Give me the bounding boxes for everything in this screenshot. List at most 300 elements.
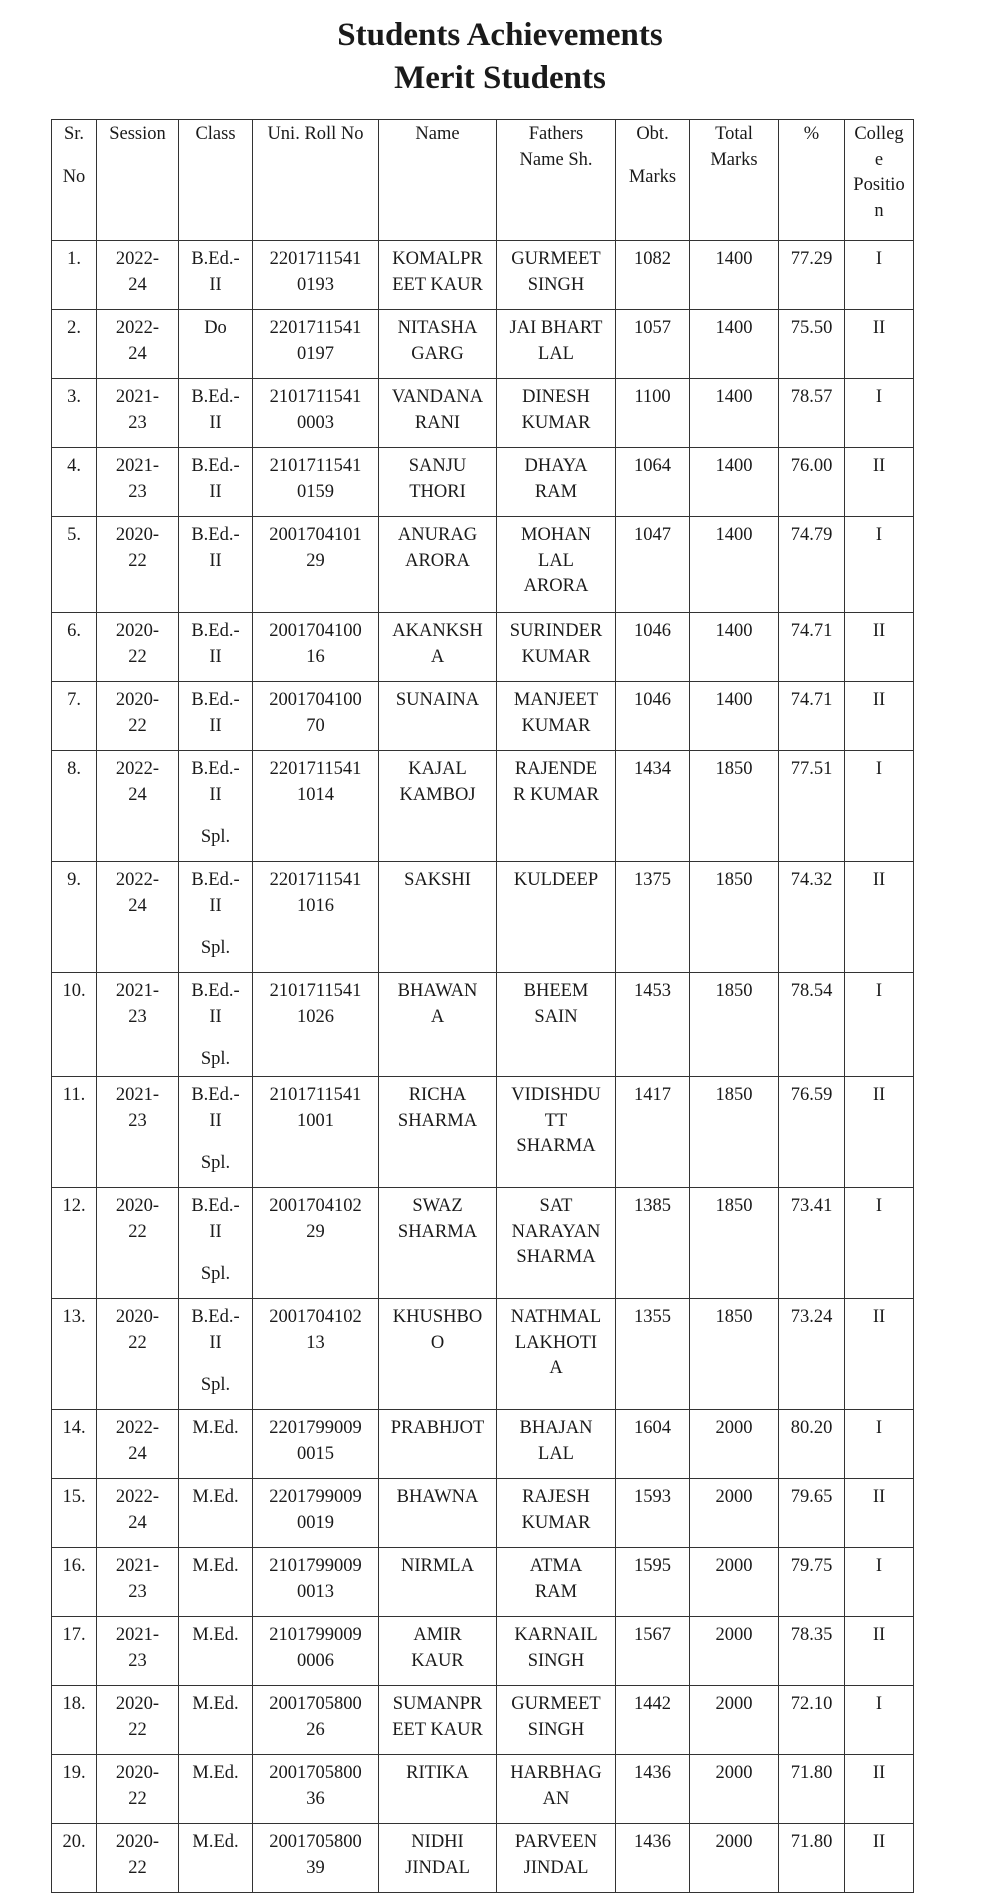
- name-line: KAMBOJ: [399, 784, 476, 805]
- class-line: II: [209, 895, 222, 916]
- father-line: NARAYAN: [511, 1221, 601, 1242]
- header-father-line2: Name Sh.: [519, 149, 593, 170]
- cell-session: [97, 1686, 179, 1755]
- cell-total: 2000: [690, 1479, 779, 1548]
- cell-total: 2000: [690, 1824, 779, 1893]
- father-line: LAL: [538, 343, 574, 364]
- roll-line: 2001704100: [269, 690, 362, 710]
- name-line: RANI: [414, 412, 461, 433]
- name-line: THORI: [409, 481, 466, 502]
- name-line: BHAWNA: [396, 1487, 479, 1507]
- cell-name: [379, 973, 497, 1077]
- father-line: SHARMA: [516, 1136, 596, 1156]
- roll-line: 2001705800: [269, 1832, 362, 1852]
- header-pos-line4: n: [874, 200, 884, 221]
- cell-father: [497, 241, 616, 310]
- session-line: 2021-: [115, 1625, 160, 1645]
- roll-line: 2101711541: [269, 1085, 362, 1105]
- table-row: [52, 1410, 914, 1479]
- cell-obt: 1436: [616, 1755, 690, 1824]
- roll-line: 2001705800: [269, 1694, 362, 1714]
- session-line: 23: [128, 481, 147, 502]
- roll-line: 2201799009: [269, 1487, 362, 1507]
- cell-name: [379, 448, 497, 517]
- name-line: NITASHA: [397, 318, 478, 338]
- cell-class: [179, 973, 253, 1077]
- cell-sr: 19.: [52, 1755, 97, 1824]
- cell-pos: II: [845, 1824, 914, 1893]
- cell-father: [497, 1410, 616, 1479]
- cell-session: [97, 862, 179, 973]
- father-line: LAL: [538, 1443, 574, 1464]
- class-line: B.Ed.-: [191, 759, 240, 779]
- roll-line: 0003: [297, 412, 334, 433]
- cell-sr: 3.: [52, 379, 97, 448]
- roll-line: 70: [306, 715, 325, 736]
- cell-sr: 12.: [52, 1188, 97, 1299]
- name-line: A: [430, 1006, 445, 1027]
- cell-pct: 80.20: [779, 1410, 845, 1479]
- father-line: AN: [542, 1788, 570, 1809]
- father-line: SINGH: [527, 1650, 585, 1671]
- cell-session: [97, 448, 179, 517]
- cell-class: [179, 751, 253, 862]
- cell-name: [379, 241, 497, 310]
- session-line: 24: [128, 1512, 147, 1533]
- roll-line: 2201799009: [269, 1418, 362, 1438]
- cell-roll: [253, 310, 379, 379]
- session-line: 2021-: [115, 981, 160, 1001]
- cell-sr: 5.: [52, 517, 97, 613]
- name-line: NIRMLA: [401, 1556, 474, 1576]
- cell-class: [179, 241, 253, 310]
- cell-session: [97, 1410, 179, 1479]
- cell-sr: 1.: [52, 241, 97, 310]
- class-line: II: [209, 481, 222, 502]
- cell-pos: I: [845, 241, 914, 310]
- cell-class: [179, 1686, 253, 1755]
- cell-father: [497, 1617, 616, 1686]
- class-line: B.Ed.-: [191, 1085, 240, 1105]
- father-line: KUMAR: [521, 715, 591, 736]
- table-row: [52, 613, 914, 682]
- cell-obt: 1417: [616, 1077, 690, 1188]
- cell-father: [497, 1188, 616, 1299]
- cell-roll: [253, 1617, 379, 1686]
- class-line: II: [209, 550, 222, 571]
- session-line: 23: [128, 1006, 147, 1027]
- cell-father: [497, 379, 616, 448]
- cell-session: [97, 1548, 179, 1617]
- father-line: SINGH: [527, 1719, 585, 1740]
- cell-sr: 13.: [52, 1299, 97, 1410]
- name-line: ARORA: [405, 550, 470, 571]
- cell-obt: 1100: [616, 379, 690, 448]
- father-line: A: [549, 1358, 563, 1378]
- cell-name: [379, 1617, 497, 1686]
- cell-total: 1400: [690, 448, 779, 517]
- header-obt-line2: Marks: [628, 166, 677, 187]
- table-row: [52, 751, 914, 862]
- session-line: 2021-: [115, 1085, 160, 1105]
- cell-pos: I: [845, 379, 914, 448]
- class-spl: Spl.: [200, 1375, 231, 1395]
- roll-line: 0006: [297, 1650, 334, 1671]
- header-pos: [845, 120, 914, 241]
- roll-line: 2201711541: [269, 318, 362, 338]
- cell-pct: 79.75: [779, 1548, 845, 1617]
- session-line: 2020-: [115, 690, 160, 710]
- cell-obt: 1046: [616, 682, 690, 751]
- cell-sr: 14.: [52, 1410, 97, 1479]
- cell-pos: II: [845, 1077, 914, 1188]
- session-line: 24: [128, 1443, 147, 1464]
- roll-line: 13: [306, 1332, 325, 1353]
- cell-total: 2000: [690, 1755, 779, 1824]
- cell-roll: [253, 241, 379, 310]
- name-line: NIDHI: [411, 1832, 464, 1852]
- cell-name: [379, 310, 497, 379]
- father-line: ARORA: [523, 576, 589, 596]
- cell-pct: 73.41: [779, 1188, 845, 1299]
- class-line: M.Ed.: [192, 1763, 239, 1783]
- cell-pct: 71.80: [779, 1755, 845, 1824]
- cell-total: 1400: [690, 517, 779, 613]
- roll-line: 0019: [297, 1512, 334, 1533]
- cell-obt: 1057: [616, 310, 690, 379]
- cell-obt: 1604: [616, 1410, 690, 1479]
- cell-obt: 1593: [616, 1479, 690, 1548]
- cell-roll: [253, 613, 379, 682]
- cell-session: [97, 379, 179, 448]
- session-line: 22: [128, 1719, 147, 1740]
- session-line: 2022-: [115, 249, 160, 269]
- cell-father: [497, 448, 616, 517]
- cell-roll: [253, 1410, 379, 1479]
- roll-line: 2201711541: [269, 870, 362, 890]
- page-title: Students Achievements: [337, 17, 663, 53]
- header-father-line1: Fathers: [528, 124, 584, 144]
- cell-session: [97, 1299, 179, 1410]
- table-row: [52, 379, 914, 448]
- roll-line: 2001704100: [269, 621, 362, 641]
- cell-pct: 79.65: [779, 1479, 845, 1548]
- header-roll: Uni. Roll No: [253, 120, 379, 241]
- table-row: [52, 1755, 914, 1824]
- roll-line: 36: [306, 1788, 325, 1809]
- name-line: RICHA: [408, 1085, 467, 1105]
- table-row: [52, 1548, 914, 1617]
- cell-session: [97, 1188, 179, 1299]
- session-line: 22: [128, 550, 147, 571]
- name-line: SAKSHI: [404, 870, 471, 890]
- header-row: [52, 120, 914, 241]
- cell-pos: II: [845, 682, 914, 751]
- cell-pct: 76.00: [779, 448, 845, 517]
- cell-sr: 7.: [52, 682, 97, 751]
- father-line: ATMA: [529, 1556, 583, 1576]
- roll-line: 0197: [297, 343, 334, 364]
- class-spl: Spl.: [200, 1153, 231, 1173]
- header-total-line2: Marks: [710, 149, 758, 170]
- cell-name: [379, 517, 497, 613]
- table-row: [52, 1686, 914, 1755]
- cell-sr: 17.: [52, 1617, 97, 1686]
- session-line: 2022-: [115, 1487, 160, 1507]
- cell-pct: 75.50: [779, 310, 845, 379]
- roll-line: 2001704101: [269, 525, 362, 545]
- father-line: KUMAR: [521, 646, 591, 667]
- cell-pct: 74.32: [779, 862, 845, 973]
- father-line: PARVEEN: [514, 1832, 598, 1852]
- name-line: AKANKSH: [392, 621, 483, 641]
- cell-pct: 78.35: [779, 1617, 845, 1686]
- session-line: 22: [128, 715, 147, 736]
- cell-total: 2000: [690, 1686, 779, 1755]
- cell-name: [379, 379, 497, 448]
- name-line: O: [430, 1332, 445, 1353]
- session-line: 2020-: [115, 525, 160, 545]
- roll-line: 0159: [297, 481, 334, 502]
- father-line: SINGH: [527, 274, 585, 295]
- cell-name: [379, 1548, 497, 1617]
- cell-roll: [253, 1755, 379, 1824]
- cell-name: [379, 613, 497, 682]
- name-line: SHARMA: [397, 1221, 478, 1242]
- table-row: [52, 1299, 914, 1410]
- cell-class: [179, 1479, 253, 1548]
- cell-pct: 74.71: [779, 682, 845, 751]
- cell-roll: [253, 862, 379, 973]
- name-line: EET KAUR: [392, 274, 483, 295]
- header-pos-line3: Positio: [853, 175, 905, 195]
- cell-sr: 10.: [52, 973, 97, 1077]
- session-line: 22: [128, 1857, 147, 1878]
- cell-name: [379, 682, 497, 751]
- class-line: II: [209, 715, 222, 736]
- cell-class: [179, 1077, 253, 1188]
- cell-sr: 6.: [52, 613, 97, 682]
- table-row: [52, 310, 914, 379]
- cell-father: [497, 1479, 616, 1548]
- roll-line: 1026: [297, 1006, 334, 1027]
- cell-total: 2000: [690, 1410, 779, 1479]
- cell-roll: [253, 379, 379, 448]
- cell-father: [497, 613, 616, 682]
- class-line: M.Ed.: [192, 1487, 239, 1507]
- header-class: Class: [179, 120, 253, 241]
- cell-pct: 74.71: [779, 613, 845, 682]
- session-line: 22: [128, 1788, 147, 1809]
- cell-roll: [253, 448, 379, 517]
- cell-pos: I: [845, 1410, 914, 1479]
- cell-father: [497, 751, 616, 862]
- cell-pos: I: [845, 1188, 914, 1299]
- father-line: SHARMA: [516, 1247, 596, 1267]
- cell-pos: I: [845, 751, 914, 862]
- table-row: [52, 1617, 914, 1686]
- roll-line: 2001704102: [269, 1196, 362, 1216]
- cell-obt: 1082: [616, 241, 690, 310]
- cell-obt: 1436: [616, 1824, 690, 1893]
- session-line: 22: [128, 1221, 147, 1242]
- roll-line: 2101711541: [269, 387, 362, 407]
- cell-total: 1400: [690, 682, 779, 751]
- session-line: 2022-: [115, 759, 160, 779]
- header-pos-line1: Colleg: [854, 124, 904, 144]
- cell-pos: I: [845, 973, 914, 1077]
- header-pos-line2: e: [874, 149, 884, 170]
- session-line: 2022-: [115, 1418, 160, 1438]
- father-line: DHAYA: [524, 456, 588, 476]
- cell-obt: 1385: [616, 1188, 690, 1299]
- page-subtitle: Merit Students: [394, 60, 606, 96]
- father-line: SAT: [539, 1196, 573, 1216]
- cell-roll: [253, 1299, 379, 1410]
- cell-father: [497, 1824, 616, 1893]
- session-line: 2020-: [115, 1196, 160, 1216]
- cell-pos: II: [845, 1755, 914, 1824]
- cell-obt: 1442: [616, 1686, 690, 1755]
- class-spl: Spl.: [200, 1264, 231, 1284]
- cell-pos: II: [845, 613, 914, 682]
- table-row: [52, 862, 914, 973]
- cell-father: [497, 1755, 616, 1824]
- cell-name: [379, 862, 497, 973]
- father-line: LAL: [538, 550, 574, 571]
- father-line: JAI BHART: [509, 318, 603, 338]
- father-line: RAM: [534, 1581, 578, 1602]
- cell-sr: 15.: [52, 1479, 97, 1548]
- cell-pct: 72.10: [779, 1686, 845, 1755]
- father-line: MANJEET: [513, 690, 599, 710]
- cell-roll: [253, 1479, 379, 1548]
- class-spl: Spl.: [200, 827, 231, 847]
- merit-table: [51, 119, 914, 1893]
- session-line: 23: [128, 1110, 147, 1131]
- table-row: [52, 1479, 914, 1548]
- cell-roll: [253, 1686, 379, 1755]
- session-line: 2021-: [115, 456, 160, 476]
- father-line: LAKHOTI: [514, 1332, 598, 1353]
- roll-line: 1001: [297, 1110, 334, 1131]
- father-line: RAM: [534, 481, 578, 502]
- class-line: B.Ed.-: [191, 456, 240, 476]
- roll-line: 2101711541: [269, 981, 362, 1001]
- class-spl: Spl.: [200, 938, 231, 958]
- name-line: AMIR: [413, 1625, 462, 1645]
- header-total: [690, 120, 779, 241]
- session-line: 2020-: [115, 1694, 160, 1714]
- cell-pct: 71.80: [779, 1824, 845, 1893]
- father-line: DINESH: [522, 387, 590, 407]
- session-line: 2020-: [115, 1832, 160, 1852]
- name-line: ANURAG: [397, 525, 478, 545]
- class-line: M.Ed.: [192, 1418, 239, 1438]
- header-name: Name: [379, 120, 497, 241]
- roll-line: 26: [306, 1719, 325, 1740]
- class-line: II: [209, 1006, 222, 1027]
- session-line: 2020-: [115, 621, 160, 641]
- roll-line: 0015: [297, 1443, 334, 1464]
- cell-name: [379, 1686, 497, 1755]
- name-line: KAUR: [411, 1650, 464, 1671]
- header-session: Session: [97, 120, 179, 241]
- cell-session: [97, 613, 179, 682]
- cell-class: [179, 1755, 253, 1824]
- class-line: M.Ed.: [192, 1556, 239, 1576]
- cell-total: 1850: [690, 973, 779, 1077]
- roll-line: 0013: [297, 1581, 334, 1602]
- cell-father: [497, 682, 616, 751]
- cell-class: [179, 862, 253, 973]
- father-line: VIDISHDU: [511, 1085, 601, 1105]
- cell-father: [497, 1299, 616, 1410]
- cell-pct: 76.59: [779, 1077, 845, 1188]
- cell-father: [497, 310, 616, 379]
- session-line: 2022-: [115, 870, 160, 890]
- cell-name: [379, 1824, 497, 1893]
- roll-line: 2101799009: [269, 1556, 362, 1576]
- cell-pos: II: [845, 1299, 914, 1410]
- cell-pos: II: [845, 1617, 914, 1686]
- header-total-line1: Total: [715, 124, 753, 144]
- father-line: MOHAN: [521, 525, 591, 545]
- cell-pct: 77.29: [779, 241, 845, 310]
- cell-class: [179, 1824, 253, 1893]
- class-line: II: [209, 412, 222, 433]
- name-line: KOMALPR: [392, 249, 483, 269]
- cell-class: [179, 1617, 253, 1686]
- cell-session: [97, 1479, 179, 1548]
- cell-father: [497, 1077, 616, 1188]
- father-line: GURMEET: [511, 1694, 601, 1714]
- cell-sr: 18.: [52, 1686, 97, 1755]
- father-line: JINDAL: [523, 1857, 589, 1878]
- name-line: RITIKA: [406, 1763, 469, 1783]
- cell-class: [179, 517, 253, 613]
- cell-roll: [253, 973, 379, 1077]
- class-line: B.Ed.-: [191, 249, 240, 269]
- cell-session: [97, 310, 179, 379]
- cell-pct: 78.54: [779, 973, 845, 1077]
- roll-line: 1014: [297, 784, 334, 805]
- cell-session: [97, 1824, 179, 1893]
- session-line: 24: [128, 895, 147, 916]
- cell-pos: II: [845, 1479, 914, 1548]
- header-sr-line1: Sr.: [63, 124, 85, 144]
- cell-name: [379, 1479, 497, 1548]
- cell-total: 2000: [690, 1617, 779, 1686]
- cell-sr: 2.: [52, 310, 97, 379]
- cell-class: [179, 310, 253, 379]
- cell-father: [497, 862, 616, 973]
- father-line: BHEEM: [523, 981, 589, 1001]
- roll-line: 2001705800: [269, 1763, 362, 1783]
- cell-roll: [253, 1548, 379, 1617]
- father-line: R KUMAR: [513, 784, 599, 805]
- cell-class: [179, 682, 253, 751]
- class-line: II: [209, 646, 222, 667]
- cell-obt: 1567: [616, 1617, 690, 1686]
- cell-name: [379, 1755, 497, 1824]
- class-line: B.Ed.-: [191, 387, 240, 407]
- cell-roll: [253, 682, 379, 751]
- cell-class: [179, 1188, 253, 1299]
- cell-sr: 8.: [52, 751, 97, 862]
- cell-name: [379, 751, 497, 862]
- roll-line: 0193: [297, 274, 334, 295]
